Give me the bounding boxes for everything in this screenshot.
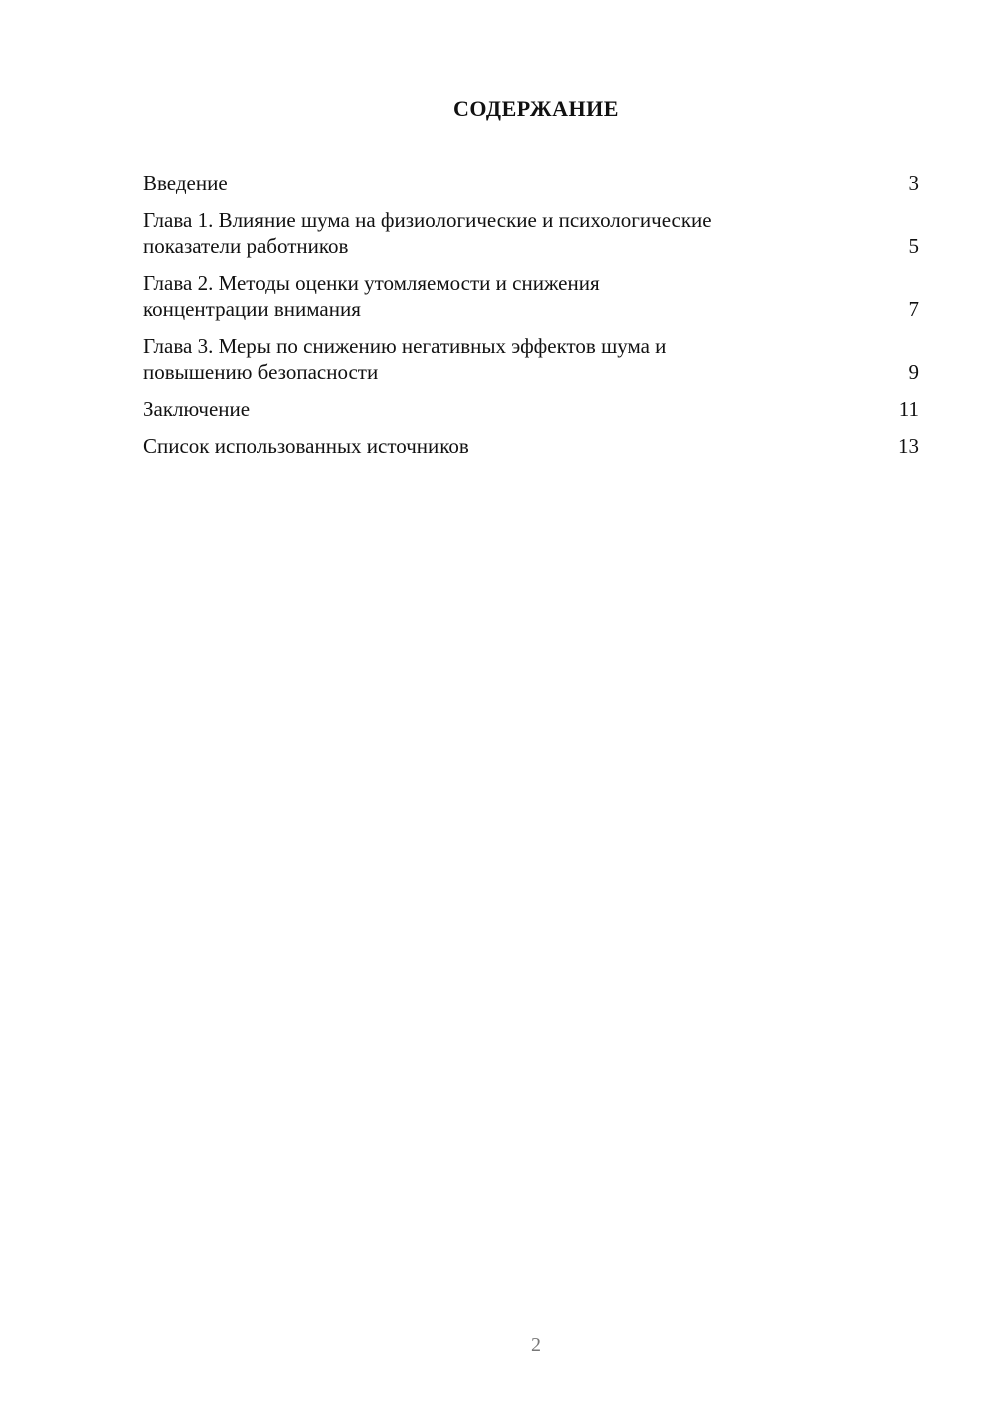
toc-entry-line: Заключение	[143, 397, 251, 421]
toc-entry-introduction	[143, 170, 919, 196]
toc-entry-text	[143, 170, 833, 196]
toc-entry-line: показатели работников	[143, 234, 349, 258]
toc-entry-line: повышению безопасности	[143, 360, 379, 384]
toc-entry-text	[143, 207, 833, 259]
toc-entry-text	[143, 396, 833, 422]
toc-entry-page: 9	[908, 360, 919, 384]
toc-entry-page: 5	[908, 234, 919, 258]
toc-entry-conclusion	[143, 396, 919, 422]
toc-entry-references	[143, 433, 919, 459]
toc-entry-line: Глава 2. Методы оценки утомляемости и снижения	[143, 271, 600, 295]
toc-entry-chapter-1	[143, 207, 919, 259]
toc-entry-line: Глава 1. Влияние шума на физиологические и психологические	[143, 208, 712, 232]
toc-entry-page: 7	[908, 297, 919, 321]
toc-entry-line: Глава 3. Меры по снижению негативных эффектов шума и	[143, 334, 667, 358]
toc-entry-line: концентрации внимания	[143, 297, 361, 321]
toc-entry-line: Список использованных источников	[143, 434, 469, 458]
table-of-contents	[143, 170, 919, 470]
toc-entry-chapter-3	[143, 333, 919, 385]
toc-entry-line: Введение	[143, 171, 228, 195]
toc-entry-page: 11	[898, 397, 919, 421]
toc-entry-text	[143, 433, 833, 459]
page-title: СОДЕРЖАНИЕ	[453, 96, 619, 121]
page-number: 2	[531, 1334, 541, 1356]
toc-entry-text	[143, 270, 833, 322]
toc-entry-text	[143, 333, 833, 385]
toc-entry-page: 13	[898, 434, 919, 458]
toc-entry-chapter-2	[143, 270, 919, 322]
toc-entry-page: 3	[908, 171, 919, 195]
